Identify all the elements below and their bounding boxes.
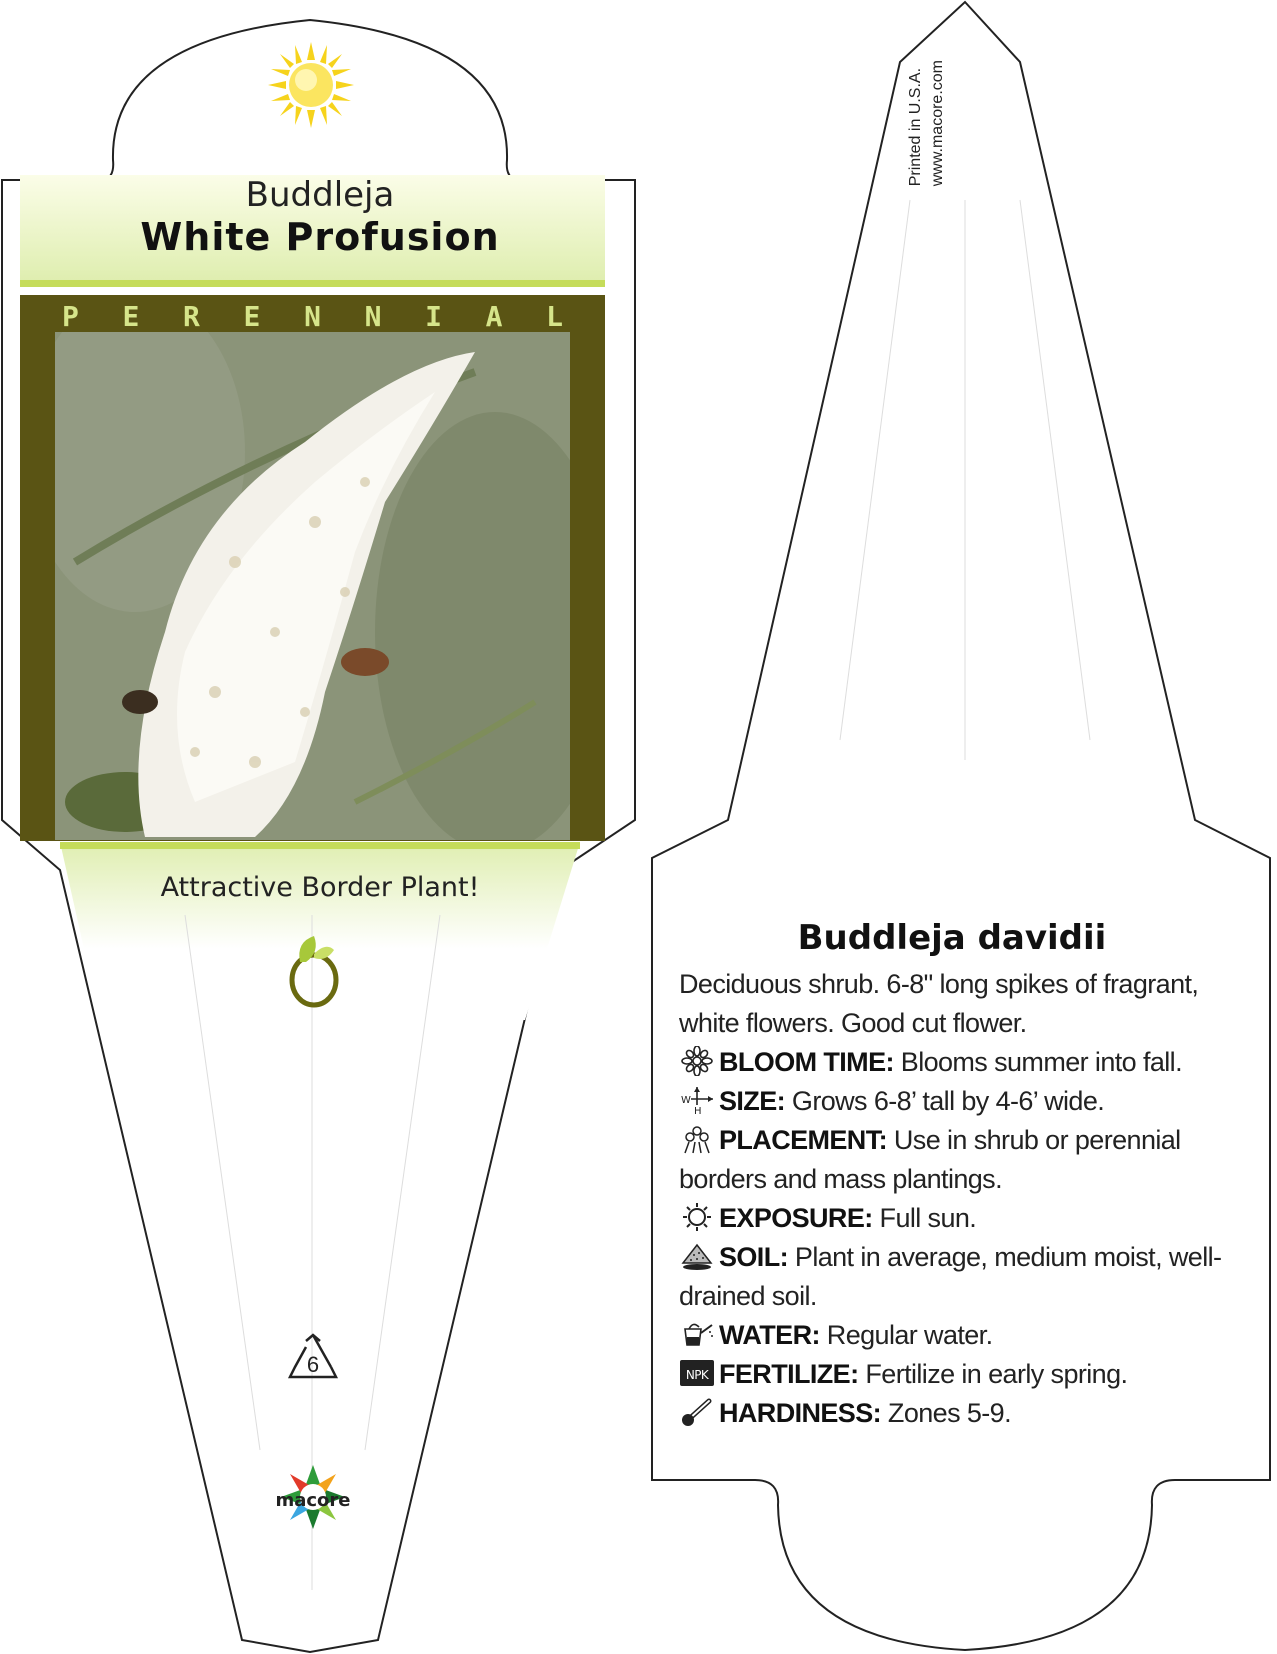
attribute-value: Grows 6-8’ tall by 4-6’ wide. [791,1086,1105,1116]
category-letter: A [485,299,503,333]
placement-icon [679,1124,715,1154]
soil-icon [679,1241,715,1271]
attribute-exposure [679,1199,1239,1238]
attribute-label: SIZE: [719,1086,786,1116]
flower-icon [679,1046,715,1076]
attribute-label: SOIL: [719,1242,788,1272]
svg-text:H: H [694,1106,701,1115]
watering-can-icon [679,1319,715,1349]
attribute-fertilize [679,1355,1239,1394]
tagline: Attractive Border Plant! [160,872,480,903]
attribute-soil [679,1238,1239,1316]
attribute-value: Plant in average, medium moist, well-drained soil. [679,1242,1222,1311]
attribute-value: Fertilize in early spring. [865,1359,1128,1389]
print-info [905,60,949,186]
care-info [679,965,1239,1433]
attribute-hardiness [679,1394,1239,1433]
size-icon [679,1085,715,1115]
category-letter: L [546,299,563,333]
attribute-size [679,1082,1239,1121]
attribute-label: PLACEMENT: [719,1125,887,1155]
category-letter: R [183,299,200,333]
plant-cultivar: White Profusion [140,215,500,259]
brand-name: macore [275,1490,351,1511]
printed-website: www.macore.com [929,60,946,187]
attribute-bloom-time [679,1043,1239,1082]
attribute-value: Zones 5-9. [887,1398,1011,1428]
attribute-value: Full sun. [879,1203,977,1233]
attribute-label: WATER: [719,1320,820,1350]
attribute-water [679,1316,1239,1355]
category-letter: E [122,299,140,333]
attribute-value: Blooms summer into fall. [900,1047,1182,1077]
category-letter: E [243,299,261,333]
npk-icon [679,1358,715,1388]
botanical-name: Buddleja davidii [797,918,1107,958]
category-letter: I [425,299,442,333]
printed-country: Printed in U.S.A. [907,67,924,187]
svg-text:W: W [681,1095,691,1106]
attribute-label: BLOOM TIME: [719,1047,894,1077]
category-letter: N [364,299,382,333]
npk-icon-text: NPK [685,1368,709,1382]
attribute-placement [679,1121,1239,1199]
exposure-sun-icon [679,1202,715,1232]
thermometer-icon [679,1397,715,1427]
attribute-value: Regular water. [826,1320,993,1350]
attribute-label: HARDINESS: [719,1398,882,1428]
category-letter: P [62,299,79,333]
plant-genus: Buddleja [245,175,395,215]
attribute-value: Use in shrub or perennial borders and mass plantings. [679,1125,1181,1194]
recycle-code: 6 [306,1352,320,1377]
plant-description: Deciduous shrub. 6-8" long spikes of fragrant, white flowers. Good cut flower. [679,969,1199,1038]
category-letter: N [304,299,321,333]
attribute-label: FERTILIZE: [719,1359,859,1389]
attribute-label: EXPOSURE: [719,1203,873,1233]
